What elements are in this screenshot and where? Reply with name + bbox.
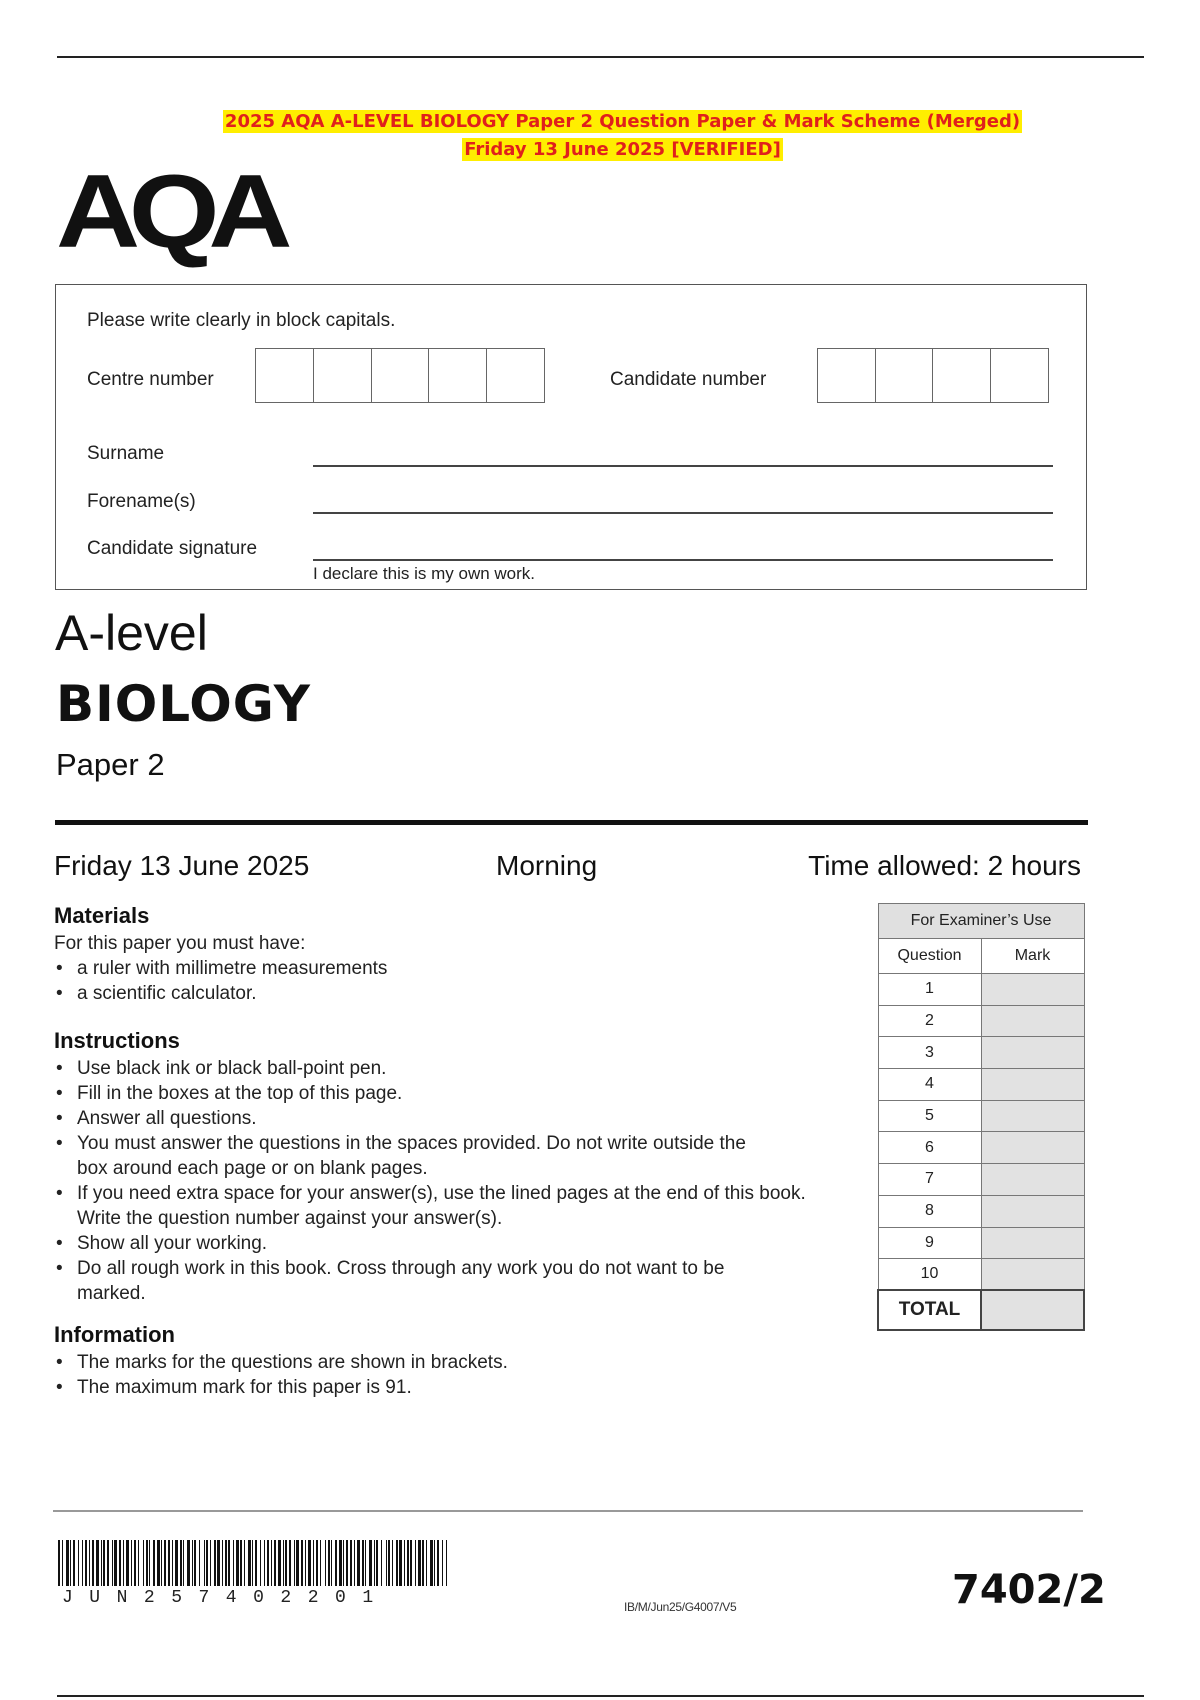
list-item: • Fill in the boxes at the top of this page. xyxy=(54,1081,854,1106)
barcode-bar xyxy=(134,1540,136,1586)
barcode-bar xyxy=(422,1540,424,1586)
barcode-bar xyxy=(313,1540,314,1586)
barcode-bar xyxy=(107,1540,109,1586)
mark-cell xyxy=(981,1037,1084,1069)
barcode-bar xyxy=(430,1540,433,1586)
list-item: • Answer all questions. xyxy=(54,1106,854,1131)
barcode-bar xyxy=(357,1540,360,1586)
top-rule xyxy=(57,56,1144,58)
barcode-bar xyxy=(112,1540,113,1586)
information-section xyxy=(54,1322,874,1400)
barcode-bar xyxy=(82,1540,83,1586)
barcode-bar xyxy=(365,1540,366,1586)
barcode-bar xyxy=(331,1540,332,1586)
paper-title: Paper 2 xyxy=(56,747,165,782)
question-number: 3 xyxy=(878,1037,981,1069)
barcode-bar xyxy=(89,1540,90,1586)
barcode-bar xyxy=(346,1540,348,1586)
barcode-bar xyxy=(183,1540,184,1586)
candidate-digit-box[interactable] xyxy=(991,349,1048,402)
barcode-bar xyxy=(446,1540,447,1586)
barcode-bar xyxy=(153,1540,155,1586)
question-number: 8 xyxy=(878,1195,981,1227)
barcode-bar xyxy=(225,1540,227,1586)
barcode-bar xyxy=(157,1540,160,1586)
barcode-bar xyxy=(180,1540,182,1586)
barcode-bar xyxy=(217,1540,220,1586)
barcode-bar xyxy=(240,1540,242,1586)
barcode-bar xyxy=(339,1540,342,1586)
table-row xyxy=(878,1069,1084,1101)
barcode-bar xyxy=(328,1540,330,1586)
declaration-text: I declare this is my own work. xyxy=(313,564,536,583)
barcode-bar xyxy=(252,1540,253,1586)
barcode-bar xyxy=(264,1540,265,1586)
list-item: • The maximum mark for this paper is 91. xyxy=(54,1375,874,1400)
candidate-number-label: Candidate number xyxy=(610,369,767,390)
barcode-bar xyxy=(255,1540,257,1586)
barcode-bar xyxy=(222,1540,223,1586)
information-list xyxy=(54,1350,874,1400)
barcode-bar xyxy=(168,1540,170,1586)
barcode-bar xyxy=(138,1540,139,1586)
heading-rule xyxy=(55,820,1088,825)
barcode-bar xyxy=(70,1540,71,1586)
barcode-bar xyxy=(392,1540,393,1586)
centre-digit-box[interactable] xyxy=(314,349,372,402)
list-item: • Show all your working. xyxy=(54,1231,854,1256)
barcode-bar xyxy=(92,1540,94,1586)
barcode-bar xyxy=(343,1540,344,1586)
mark-cell xyxy=(981,1164,1084,1196)
barcode-bar xyxy=(294,1540,295,1586)
materials-list xyxy=(54,956,874,1006)
barcode-bar xyxy=(415,1540,416,1586)
question-number: 9 xyxy=(878,1227,981,1259)
mark-cell xyxy=(981,1132,1084,1164)
list-item: • a scientific calculator. xyxy=(54,981,874,1006)
barcode-bar xyxy=(289,1540,291,1586)
examiner-use-table xyxy=(877,903,1085,1331)
centre-number-boxes[interactable] xyxy=(255,348,545,403)
barcode-bar xyxy=(58,1540,60,1586)
question-number: 6 xyxy=(878,1132,981,1164)
mark-cell xyxy=(981,1069,1084,1101)
centre-digit-box[interactable] xyxy=(372,349,429,402)
barcode-bar xyxy=(362,1540,364,1586)
banner-line-1: 2025 AQA A-LEVEL BIOLOGY Paper 2 Question Paper & Mark Scheme (Merged) xyxy=(224,111,1021,132)
block-capitals-instruction: Please write clearly in block capitals. xyxy=(87,310,396,331)
barcode-bar xyxy=(172,1540,173,1586)
barcode-bar xyxy=(381,1540,382,1586)
barcode-bar xyxy=(62,1540,63,1586)
table-row xyxy=(878,1164,1084,1196)
total-mark-cell xyxy=(981,1290,1084,1330)
barcode-bar xyxy=(354,1540,355,1586)
barcode-bar xyxy=(214,1540,216,1586)
barcode-bar xyxy=(301,1540,303,1586)
total-label: TOTAL xyxy=(878,1290,981,1330)
barcode-bar xyxy=(126,1540,129,1586)
barcode-bar xyxy=(66,1540,69,1586)
barcode-bar xyxy=(369,1540,372,1586)
barcode-bar xyxy=(101,1540,102,1586)
instructions-list xyxy=(54,1056,854,1306)
barcode-bar xyxy=(396,1540,398,1586)
barcode-bar xyxy=(210,1540,211,1586)
instructions-heading: Instructions xyxy=(54,1028,180,1053)
barcode-bar xyxy=(426,1540,427,1586)
candidate-digit-box[interactable] xyxy=(876,349,933,402)
barcode-bar xyxy=(407,1540,409,1586)
barcode-bar xyxy=(85,1540,87,1586)
barcode-bar xyxy=(78,1540,79,1586)
barcode-bar xyxy=(442,1540,443,1586)
barcode-bar xyxy=(320,1540,321,1586)
list-item: • If you need extra space for your answer(s), use the lined pages at the end of this book. Write the question number against your answer(s). xyxy=(54,1181,854,1231)
centre-number-label: Centre number xyxy=(87,369,214,390)
barcode-bar xyxy=(410,1540,412,1586)
barcode-bar xyxy=(386,1540,387,1586)
qualification-title: A-level xyxy=(55,605,208,661)
barcode-bar xyxy=(374,1540,375,1586)
barcode-bar xyxy=(187,1540,190,1586)
centre-digit-box[interactable] xyxy=(487,349,544,402)
barcode-text: JUN257402201 xyxy=(62,1588,390,1608)
forename-field[interactable] xyxy=(313,512,1053,514)
barcode-bar xyxy=(236,1540,239,1586)
question-number: 10 xyxy=(878,1259,981,1291)
materials-intro: For this paper you must have: xyxy=(54,933,306,954)
centre-digit-box[interactable] xyxy=(256,349,314,402)
mark-column-header: Mark xyxy=(981,939,1084,974)
barcode-bar xyxy=(376,1540,378,1586)
barcode-bar xyxy=(399,1540,402,1586)
barcode xyxy=(58,1540,449,1586)
barcode-bar xyxy=(350,1540,352,1586)
list-item: • You must answer the questions in the spaces provided. Do not write outside the box around each page or on blank pages. xyxy=(54,1131,764,1181)
surname-label: Surname xyxy=(87,443,165,464)
table-row xyxy=(878,1132,1084,1164)
barcode-bar xyxy=(161,1540,162,1586)
table-row xyxy=(878,1100,1084,1132)
barcode-bar xyxy=(296,1540,299,1586)
barcode-bar xyxy=(335,1540,337,1586)
examiner-table-title: For Examiner’s Use xyxy=(878,904,1084,939)
barcode-bar xyxy=(274,1540,276,1586)
document-reference: IB/M/Jun25/G4007/V5 xyxy=(624,1600,737,1614)
list-item: • The marks for the questions are shown in brackets. xyxy=(54,1350,874,1375)
table-row xyxy=(878,1195,1084,1227)
mark-cell xyxy=(981,1227,1084,1259)
forename-label: Forename(s) xyxy=(87,491,196,512)
table-row xyxy=(878,1037,1084,1069)
bottom-rule xyxy=(57,1695,1144,1697)
barcode-bar xyxy=(404,1540,405,1586)
barcode-bar xyxy=(267,1540,269,1586)
information-heading: Information xyxy=(54,1322,175,1347)
barcode-bar xyxy=(199,1540,200,1586)
barcode-bar xyxy=(192,1540,193,1586)
barcode-bar xyxy=(248,1540,251,1586)
instructions-section xyxy=(54,1028,854,1306)
surname-field[interactable] xyxy=(313,465,1053,467)
barcode-bar xyxy=(228,1540,230,1586)
barcode-bar xyxy=(278,1540,281,1586)
question-number: 4 xyxy=(878,1069,981,1101)
centre-digit-box[interactable] xyxy=(429,349,487,402)
mark-cell xyxy=(981,1259,1084,1291)
materials-heading: Materials xyxy=(54,903,150,928)
banner-line-2: Friday 13 June 2025 [VERIFIED] xyxy=(464,139,781,160)
candidate-digit-box[interactable] xyxy=(818,349,876,402)
barcode-bar xyxy=(271,1540,272,1586)
list-item: • a ruler with millimetre measurements xyxy=(54,956,874,981)
barcode-bar xyxy=(149,1540,150,1586)
barcode-bar xyxy=(114,1540,117,1586)
signature-label: Candidate signature xyxy=(87,538,258,559)
total-row xyxy=(878,1290,1084,1330)
barcode-bar xyxy=(308,1540,311,1586)
barcode-bar xyxy=(119,1540,121,1586)
exam-session: Morning xyxy=(496,850,598,881)
barcode-bar xyxy=(437,1540,439,1586)
barcode-bar xyxy=(285,1540,287,1586)
subject-title: BIOLOGY xyxy=(56,675,311,733)
exam-date: Friday 13 June 2025 xyxy=(54,850,310,881)
barcode-bar xyxy=(204,1540,205,1586)
barcode-bar xyxy=(325,1540,326,1586)
mark-cell xyxy=(981,1100,1084,1132)
question-number: 7 xyxy=(878,1164,981,1196)
barcode-bar xyxy=(305,1540,306,1586)
mark-cell xyxy=(981,1195,1084,1227)
table-row xyxy=(878,974,1084,1006)
barcode-bar xyxy=(194,1540,196,1586)
question-number: 5 xyxy=(878,1100,981,1132)
paper-code: 7402/2 xyxy=(952,1567,1106,1613)
footer-rule xyxy=(53,1510,1083,1512)
aqa-logo: AQA xyxy=(56,154,282,270)
candidate-details-box xyxy=(55,284,1087,590)
barcode-bar xyxy=(283,1540,284,1586)
barcode-bar xyxy=(73,1540,75,1586)
table-row xyxy=(878,1259,1084,1291)
list-item: • Do all rough work in this book. Cross through any work you do not want to be marked. xyxy=(54,1256,794,1306)
barcode-bar xyxy=(388,1540,390,1586)
list-item: • Use black ink or black ball-point pen. xyxy=(54,1056,854,1081)
signature-field[interactable] xyxy=(313,559,1053,561)
materials-section xyxy=(54,903,874,1006)
barcode-bar xyxy=(96,1540,99,1586)
barcode-bar xyxy=(260,1540,261,1586)
question-number: 2 xyxy=(878,1005,981,1037)
barcode-bar xyxy=(131,1540,132,1586)
time-allowed: Time allowed: 2 hours xyxy=(808,850,1081,881)
barcode-bar xyxy=(146,1540,148,1586)
barcode-bar xyxy=(175,1540,178,1586)
barcode-bar xyxy=(244,1540,245,1586)
mark-cell xyxy=(981,974,1084,1006)
table-row xyxy=(878,1005,1084,1037)
barcode-bar xyxy=(316,1540,318,1586)
barcode-bar xyxy=(434,1540,435,1586)
barcode-bar xyxy=(418,1540,421,1586)
barcode-bar xyxy=(206,1540,208,1586)
barcode-bar xyxy=(143,1540,144,1586)
barcode-bar xyxy=(233,1540,234,1586)
candidate-digit-box[interactable] xyxy=(933,349,991,402)
barcode-bar xyxy=(103,1540,105,1586)
barcode-bar xyxy=(164,1540,166,1586)
table-row xyxy=(878,1227,1084,1259)
candidate-number-boxes[interactable] xyxy=(817,348,1049,403)
barcode-bar xyxy=(123,1540,124,1586)
question-column-header: Question xyxy=(878,939,981,974)
question-number: 1 xyxy=(878,974,981,1006)
mark-cell xyxy=(981,1005,1084,1037)
